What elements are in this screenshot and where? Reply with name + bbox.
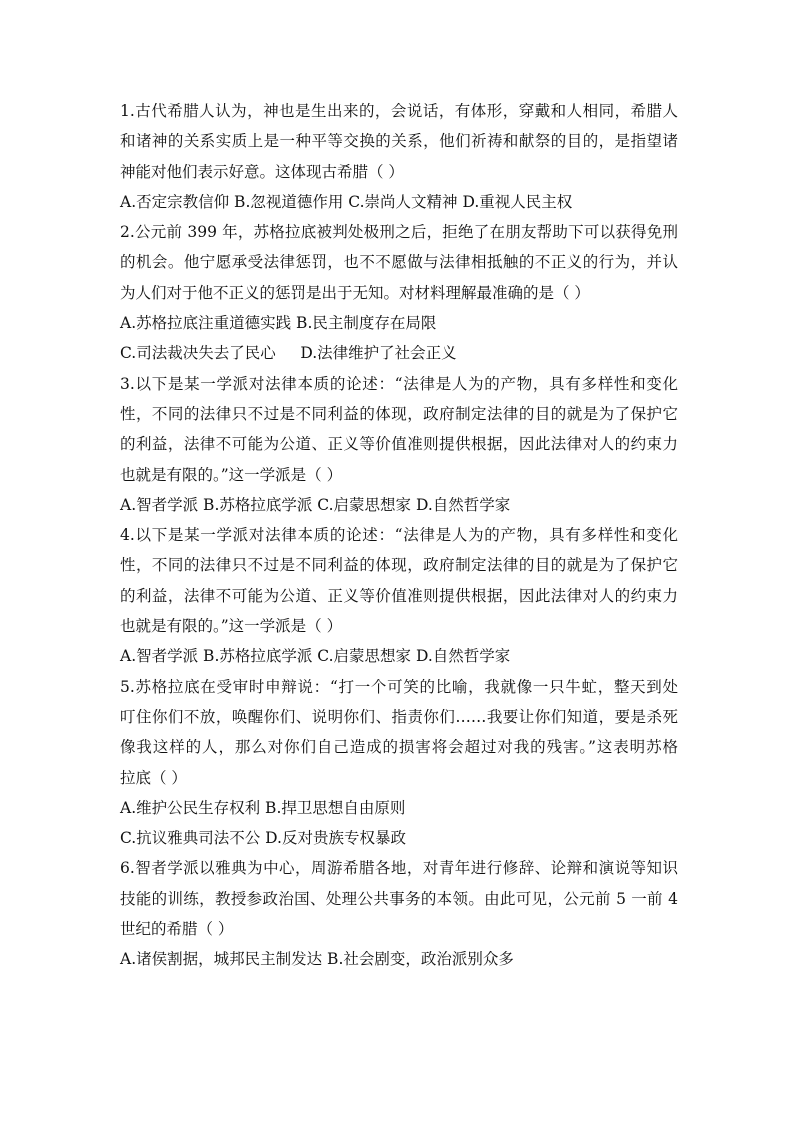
question-4 (120, 520, 678, 671)
question-6-stem-line-3: 世纪的希腊（ ） (120, 920, 234, 939)
question-5-stem-line-4: 拉底（ ） (120, 768, 187, 787)
question-2-options-line-2: C.司法裁决失去了民心 D.法律维护了社会正义 (120, 344, 457, 363)
question-6-stem-line-1: 6.智者学派以雅典为中心，周游希腊各地，对青年进行修辞、论辩和演说等知识 (120, 859, 678, 878)
question-1-options: A.否定宗教信仰 B.忽视道德作用 C.崇尚人文精神 D.重视人民主权 (120, 192, 573, 211)
question-3 (120, 369, 678, 520)
question-5 (120, 672, 678, 854)
question-2-stem-line-1: 2.公元前 399 年，苏格拉底被判处极刑之后，拒绝了在朋友帮助下可以获得免刑 (120, 223, 678, 242)
question-5-stem-line-3: 像我这样的人，那么对你们自己造成的损害将会超过对我的残害。”这表明苏格 (120, 738, 678, 757)
question-6-options: A.诸侯割据，城邦民主制发达 B.社会剧变，政治派别众多 (120, 950, 514, 969)
question-4-stem-line-2: 性，不同的法律只不过是不同利益的体现，政府制定法律的目的就是为了保护它 (120, 556, 678, 575)
question-1-stem-line-3: 神能对他们表示好意。这体现古希腊（ ） (120, 162, 404, 181)
question-1 (120, 96, 678, 217)
question-6-stem-line-2: 技能的训练，教授参政治国、处理公共事务的本领。由此可见，公元前 5 一前 4 (120, 889, 678, 908)
question-5-options-line-1: A.维护公民生存权利 B.捍卫思想自由原则 (120, 798, 406, 817)
question-5-stem-line-1: 5.苏格拉底在受审时申辩说：“打一个可笑的比喻，我就像一只牛虻，整天到处 (120, 677, 678, 696)
question-5-stem-line-2: 叮住你们不放，唤醒你们、说明你们、指责你们……我要让你们知道，要是杀死 (120, 707, 678, 726)
question-4-stem-line-4: 也就是有限的。”这一学派是（ ） (120, 617, 343, 636)
question-1-stem-line-2: 和诸神的关系实质上是一种平等交换的关系，他们祈祷和献祭的目的，是指望诸 (120, 132, 678, 151)
question-4-options: A.智者学派 B.苏格拉底学派 C.启蒙思想家 D.自然哲学家 (120, 647, 511, 666)
question-5-options-line-2: C.抗议雅典司法不公 D.反对贵族专权暴政 (120, 829, 406, 848)
question-3-stem-line-4: 也就是有限的。”这一学派是（ ） (120, 465, 343, 484)
question-2-stem-line-2: 的机会。他宁愿承受法律惩罚，也不不愿做与法律相抵触的不正义的行为，并认 (120, 253, 678, 272)
question-3-stem-line-3: 的利益，法律不可能为公道、正义等价值准则提供根据，因此法律对人的约束力 (120, 435, 678, 454)
question-4-stem-line-3: 的利益，法律不可能为公道、正义等价值准则提供根据，因此法律对人的约束力 (120, 586, 678, 605)
question-1-stem-line-1: 1.古代希腊人认为，神也是生出来的，会说话，有体形，穿戴和人相同，希腊人 (120, 102, 678, 120)
question-4-stem-line-1: 4.以下是某一学派对法律本质的论述：“法律是人为的产物，具有多样性和变化 (120, 526, 678, 545)
question-3-options: A.智者学派 B.苏格拉底学派 C.启蒙思想家 D.自然哲学家 (120, 495, 511, 514)
question-2 (120, 217, 678, 368)
question-6 (120, 853, 678, 974)
question-2-stem-line-3: 为人们对于他不正义的惩罚是出于无知。对材料理解最准确的是（ ） (120, 283, 590, 302)
question-2-options-line-1: A.苏格拉底注重道德实践 B.民主制度存在局限 (120, 314, 437, 333)
question-3-stem-line-1: 3.以下是某一学派对法律本质的论述：“法律是人为的产物，具有多样性和变化 (120, 374, 678, 393)
document-page (120, 96, 678, 975)
question-3-stem-line-2: 性，不同的法律只不过是不同利益的体现，政府制定法律的目的就是为了保护它 (120, 404, 678, 423)
